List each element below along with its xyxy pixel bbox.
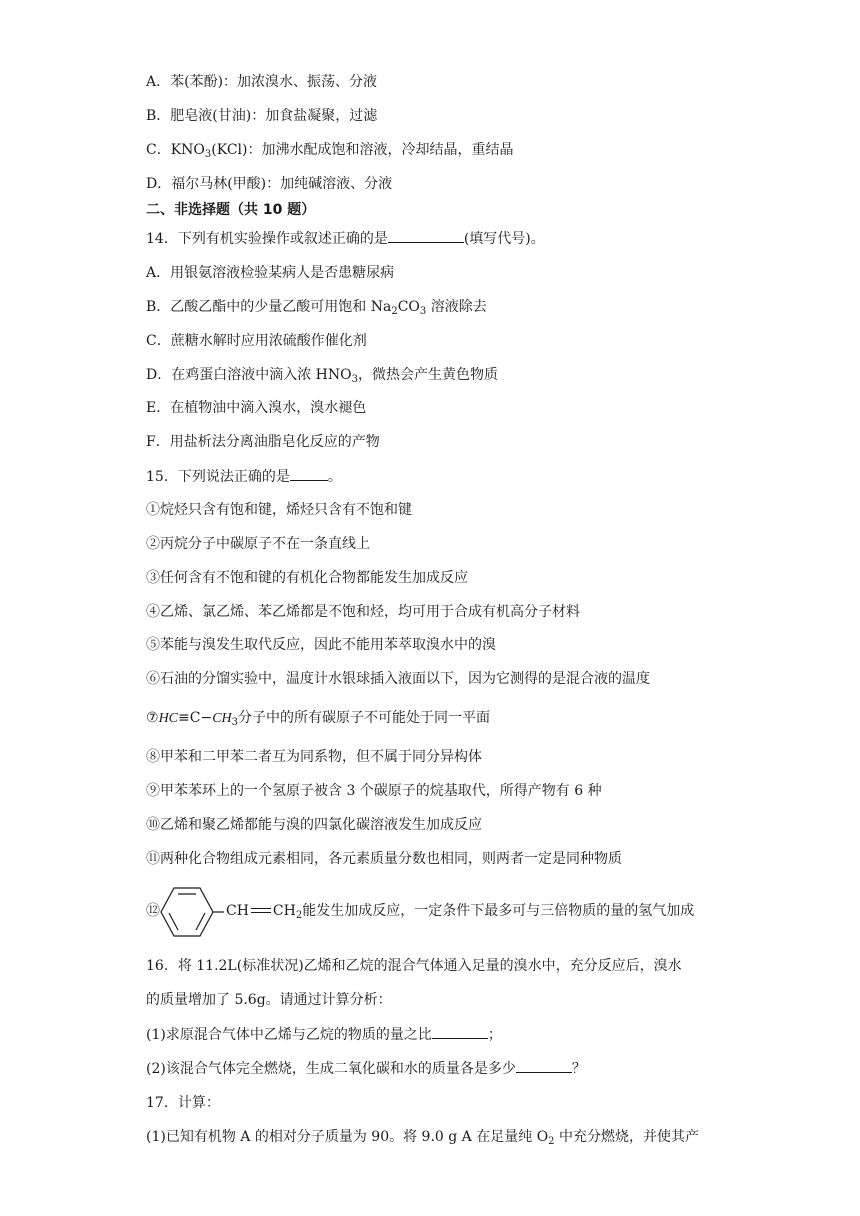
q14-option-b: B．乙酸乙酯中的少量乙酸可用饱和 $Na_2CO_3$ 溶液除去 xyxy=(146,299,487,317)
q15-item: ①烷烃只含有饱和键，烯烃只含有不饱和键 xyxy=(146,502,412,518)
answer-blank xyxy=(388,228,464,243)
q15-item: ⑧甲苯和二甲苯二者互为同系物，但不属于同分异构体 xyxy=(146,749,482,765)
q14-option-a: A．用银氨溶液检验某病人是否患糖尿病 xyxy=(146,265,395,281)
q17-stem: 17．计算： xyxy=(146,1095,220,1111)
q14-option-e: E．在植物油中滴入溴水，溴水褪色 xyxy=(146,400,367,416)
q16-line-1: 16．将 11.2L(标准状况)乙烯和乙烷的混合气体通入足量的溴水中，充分反应后，溴水 xyxy=(146,958,682,974)
q16-part-2: (2)该混合气体完全燃烧，生成二氧化碳和水的质量各是多少 ？ xyxy=(146,1058,586,1079)
answer-blank xyxy=(516,1058,572,1073)
q16-part-1: (1)求原混合气体中乙烯与乙烷的物质的量之比 ； xyxy=(146,1024,502,1045)
q13-option-c: C．$KNO_3(KCl)$：加沸水配成饱和溶液，冷却结晶，重结晶 xyxy=(146,142,514,160)
q15-item-12-number: ⑫ xyxy=(146,903,160,919)
q13-option-b: B．肥皂液(甘油)：加食盐凝聚，过滤 xyxy=(146,108,378,124)
answer-blank xyxy=(290,466,328,481)
q15-item: ④乙烯、氯乙烯、苯乙烯都是不饱和烃，均可用于合成有机高分子材料 xyxy=(146,604,580,620)
q15-item: ⑪两种化合物组成元素相同，各元素质量分数也相同，则两者一定是同种物质 xyxy=(146,851,622,867)
q15-item: ⑩乙烯和聚乙烯都能与溴的四氯化碳溶液发生加成反应 xyxy=(146,817,482,833)
answer-blank xyxy=(432,1024,488,1039)
q15-item: ③任何含有不饱和键的有机化合物都能发生加成反应 xyxy=(146,570,468,586)
q14-stem: 14．下列有机实验操作或叙述正确的是 (填写代号)。 xyxy=(146,228,545,249)
q14-option-c: C．蔗糖水解时应用浓硫酸作催化剂 xyxy=(146,333,367,349)
q16-line-2: 的质量增加了 5.6g。请通过计算分析： xyxy=(146,992,392,1008)
q15-item: ②丙烷分子中碳原子不在一条直线上 xyxy=(146,536,370,552)
q17-part-1: (1)已知有机物 A 的相对分子质量为 90。将 9.0 g A 在足量纯 $O_2$ 中充分燃烧，并使其产 xyxy=(146,1129,699,1147)
double-bond xyxy=(249,907,273,915)
benzene-ring-structure xyxy=(160,886,224,938)
section-heading: 二、非选择题（共 10 题） xyxy=(146,202,316,218)
q15-item: ⑤苯能与溴发生取代反应，因此不能用苯萃取溴水中的溴 xyxy=(146,637,496,653)
q15-item-12-text: CH $CH_2$能发生加成反应，一定条件下最多可与三倍物质的量的氢气加成 xyxy=(226,903,695,921)
q14-option-f: F．用盐析法分离油脂皂化反应的产物 xyxy=(146,434,380,450)
q13-option-d: D．福尔马林(甲酸)：加纯碱溶液、分液 xyxy=(146,176,393,192)
q15-item-7: $⑦HC\equiv C-CH_3$分子中的所有碳原子不可能处于同一平面 xyxy=(146,710,491,728)
q13-option-a: A．苯(苯酚)：加浓溴水、振荡、分液 xyxy=(146,74,378,90)
q15-item: ⑥石油的分馏实验中，温度计水银球插入液面以下，因为它测得的是混合液的温度 xyxy=(146,671,650,687)
q14-option-d: D．在鸡蛋白溶液中滴入浓 $HNO_3$，微热会产生黄色物质 xyxy=(146,367,498,385)
q15-stem: 15．下列说法正确的是 。 xyxy=(146,466,342,487)
q15-item: ⑨甲苯苯环上的一个氢原子被含 3 个碳原子的烷基取代，所得产物有 6 种 xyxy=(146,783,602,799)
